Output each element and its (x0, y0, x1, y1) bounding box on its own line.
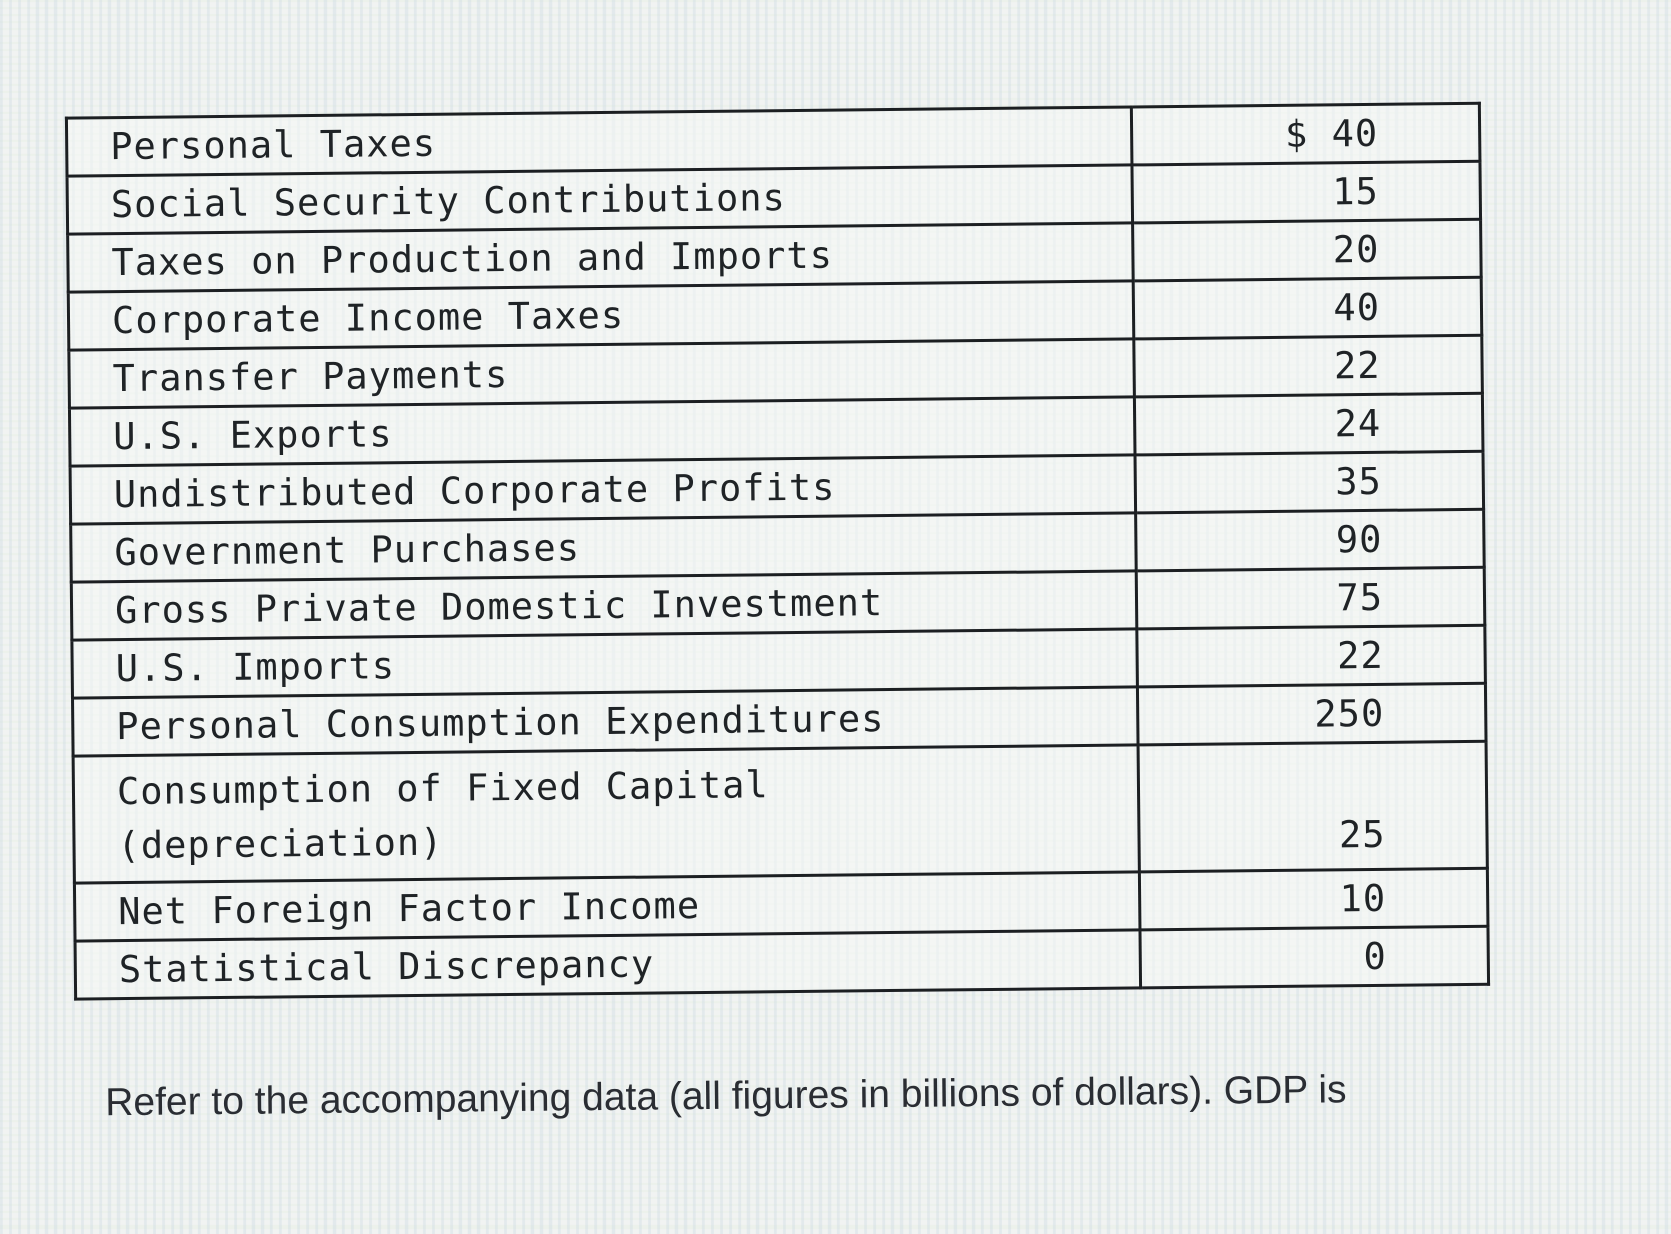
row-value: 20 (1133, 219, 1482, 281)
row-value: 15 (1132, 161, 1481, 223)
table-row (73, 741, 1487, 883)
row-value: 10 (1139, 868, 1488, 930)
row-value: 75 (1136, 567, 1485, 629)
row-value: 25 (1138, 741, 1487, 872)
row-value: 40 (1133, 277, 1482, 339)
data-table (65, 102, 1490, 1001)
row-label: U.S. Imports (72, 629, 1138, 698)
row-label: Gross Private Domestic Investment (71, 571, 1137, 640)
row-label: Government Purchases (71, 513, 1137, 582)
row-label: Net Foreign Factor Income (74, 872, 1140, 941)
row-label: U.S. Exports (69, 397, 1135, 466)
row-label: Corporate Income Taxes (68, 281, 1134, 350)
row-label: Personal Consumption Expenditures (72, 687, 1138, 756)
row-label-line: Consumption of Fixed Capital (116, 763, 769, 814)
row-value: 22 (1137, 625, 1486, 687)
row-label: Taxes on Production and Imports (68, 223, 1134, 292)
row-value: 35 (1135, 451, 1484, 513)
row-value: 90 (1136, 509, 1485, 571)
question-caption: Refer to the accompanying data (all figures in billions of dollars). GDP is (105, 1068, 1347, 1125)
row-label: Social Security Contributions (67, 165, 1133, 234)
row-value: 250 (1137, 683, 1486, 745)
row-value: 22 (1134, 335, 1483, 397)
row-label: Transfer Payments (69, 339, 1135, 408)
row-label (73, 745, 1139, 883)
row-value: 0 (1140, 926, 1489, 988)
row-value: $ 40 (1131, 103, 1480, 165)
row-label: Undistributed Corporate Profits (70, 455, 1136, 524)
row-label: Statistical Discrepancy (75, 930, 1141, 999)
row-label: Personal Taxes (66, 107, 1132, 176)
row-label-line: (depreciation) (117, 820, 444, 868)
row-value: 24 (1134, 393, 1483, 455)
